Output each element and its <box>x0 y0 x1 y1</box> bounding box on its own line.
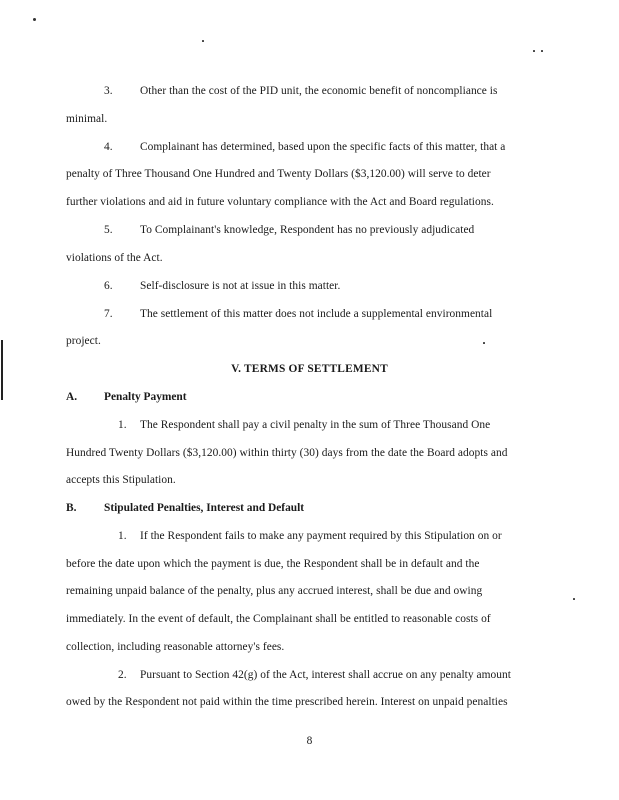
paragraph-line: violations of the Act. <box>66 252 163 264</box>
paragraph-line: The settlement of this matter does not include a supplemental environmental <box>140 308 493 320</box>
item-number: 6. <box>104 280 113 292</box>
paragraph-line: Complainant has determined, based upon the specific facts of this matter, that a <box>140 141 506 153</box>
subsection-letter: A. <box>66 391 78 403</box>
paragraph-line: minimal. <box>66 113 108 125</box>
paragraph-line: penalty of Three Thousand One Hundred and Twenty Dollars ($3,120.00) will serve to deter <box>66 168 491 180</box>
item-number: 5. <box>104 224 113 236</box>
item-number: 4. <box>104 141 113 153</box>
subsection-title: Stipulated Penalties, Interest and Default <box>104 502 305 514</box>
subsection-letter: B. <box>66 502 77 514</box>
item-number: 2. <box>118 669 127 681</box>
paragraph-line: further violations and aid in future voluntary compliance with the Act and Board regulations. <box>66 196 494 208</box>
paragraph-line: remaining unpaid balance of the penalty, plus any accrued interest, shall be due and owing <box>66 585 483 597</box>
paragraph-line: Hundred Twenty Dollars ($3,120.00) within thirty (30) days from the date the Board adopts and <box>66 447 508 459</box>
subsection-title: Penalty Payment <box>104 391 187 403</box>
paragraph-line: Other than the cost of the PID unit, the economic benefit of noncompliance is <box>140 85 498 97</box>
page-number: 8 <box>306 735 313 747</box>
paragraph-line: owed by the Respondent not paid within the time prescribed herein. Interest on unpaid penalties <box>66 696 508 708</box>
paragraph-line: immediately. In the event of default, the Complainant shall be entitled to reasonable costs of <box>66 613 491 625</box>
scan-speck <box>33 18 36 21</box>
item-number: 3. <box>104 85 113 97</box>
scan-speck <box>541 50 543 52</box>
paragraph-line: accepts this Stipulation. <box>66 474 176 486</box>
scan-speck <box>483 342 485 344</box>
scan-speck <box>573 598 575 600</box>
section-title: V. TERMS OF SETTLEMENT <box>231 363 388 375</box>
item-number: 1. <box>118 419 127 431</box>
paragraph-line: collection, including reasonable attorney's fees. <box>66 641 285 653</box>
scan-speck <box>202 40 204 42</box>
item-number: 7. <box>104 308 113 320</box>
paragraph-line: Pursuant to Section 42(g) of the Act, interest shall accrue on any penalty amount <box>140 669 511 681</box>
paragraph-line: If the Respondent fails to make any payment required by this Stipulation on or <box>140 530 502 542</box>
paragraph-line: project. <box>66 335 101 347</box>
paragraph-line: The Respondent shall pay a civil penalty in the sum of Three Thousand One <box>140 419 491 431</box>
item-number: 1. <box>118 530 127 542</box>
paragraph-line: before the date upon which the payment is due, the Respondent shall be in default and the <box>66 558 480 570</box>
paragraph-line: To Complainant's knowledge, Respondent has no previously adjudicated <box>140 224 475 236</box>
scan-speck <box>533 50 535 52</box>
paragraph-line: Self-disclosure is not at issue in this matter. <box>140 280 341 292</box>
